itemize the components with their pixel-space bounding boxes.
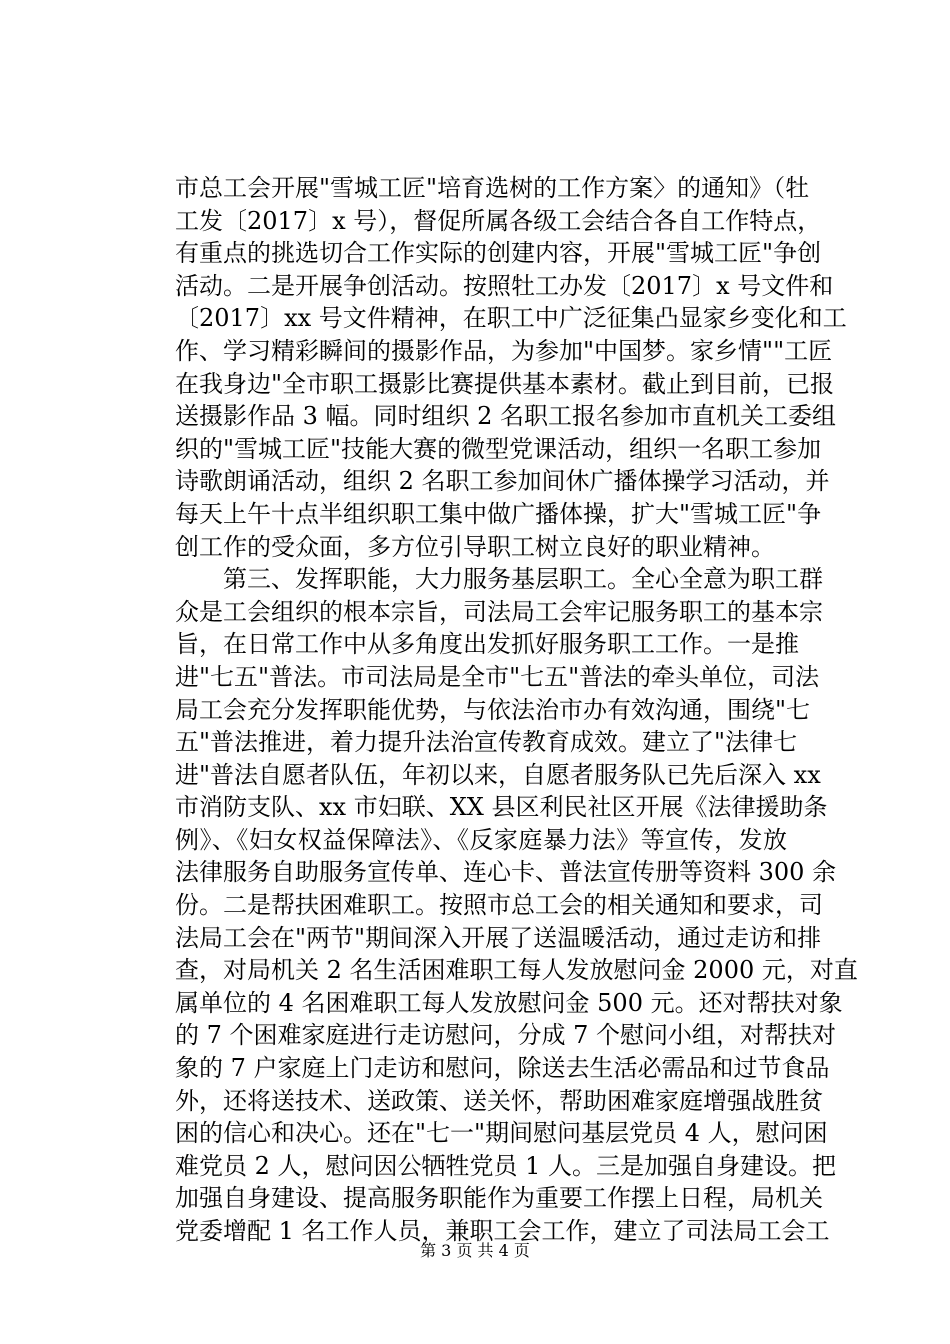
text-line: 查，对局机关 2 名生活困难职工每人发放慰问金 2000 元，对直 — [175, 956, 858, 985]
text-line: 作、学习精彩瞬间的摄影作品，为参加"中国梦。家乡情""工匠 — [175, 336, 833, 365]
text-line: 有重点的挑选切合工作实际的创建内容，开展"雪城工匠"争创 — [175, 239, 822, 268]
text-line: 属单位的 4 名困难职工每人发放慰问金 500 元。还对帮扶对象 — [175, 988, 843, 1017]
text-line: 众是工会组织的根本宗旨，司法局工会牢记服务职工的基本宗 — [175, 597, 823, 626]
text-line: 的 7 个困难家庭进行走访慰问，分成 7 个慰问小组，对帮扶对 — [175, 1021, 837, 1050]
text-line: 送摄影作品 3 幅。同时组织 2 名职工报名参加市直机关工委组 — [175, 402, 837, 431]
text-line: 每天上午十点半组织职工集中做广播体操，扩大"雪城工匠"争 — [175, 499, 822, 528]
page-number-label: 第 3 页 共 4 页 — [420, 1241, 530, 1260]
text-line: 党委增配 1 名工作人员，兼职工会工作，建立了司法局工会工 — [175, 1217, 830, 1245]
text-line: 象的 7 户家庭上门走访和慰问，除送去生活必需品和过节食品 — [175, 1054, 830, 1083]
text-line: 在我身边"全市职工摄影比赛提供基本素材。截止到目前，已报 — [175, 369, 835, 398]
text-line: 份。二是帮扶困难职工。按照市总工会的相关通知和要求，司 — [175, 891, 823, 920]
text-line: 五"普法推进，着力提升法治宣传教育成效。建立了"法律七 — [175, 728, 798, 757]
text-line: 例》、《妇女权益保障法》、《反家庭暴力法》等宣传，发放 — [175, 825, 787, 854]
text-line: 市总工会开展"雪城工匠"培育选树的工作方案〉的通知》（牡 — [175, 174, 810, 202]
page-footer — [0, 1241, 950, 1261]
text-line: 〔2017〕xx 号文件精神，在职工中广泛征集凸显家乡变化和工 — [175, 304, 847, 333]
text-line: 法局工会在"两节"期间深入开展了送温暖活动，通过走访和排 — [175, 923, 822, 952]
text-line: 创工作的受众面，多方位引导职工树立良好的职业精神。 — [175, 532, 775, 561]
text-line: 局工会充分发挥职能优势，与依法治市办有效沟通，围绕"七 — [175, 695, 811, 724]
text-line: 活动。二是开展争创活动。按照牡工办发〔2017〕x 号文件和 — [175, 271, 834, 300]
text-line: 进"七五"普法。市司法局是全市"七五"普法的牵头单位，司法 — [175, 662, 820, 691]
text-line: 进"普法自愿者队伍，年初以来，自愿者服务队已先后深入 xx — [175, 760, 821, 789]
text-line: 加强自身建设、提高服务职能作为重要工作摆上日程，局机关 — [175, 1184, 823, 1213]
text-line: 法律服务自助服务宣传单、连心卡、普法宣传册等资料 300 余 — [175, 858, 837, 887]
text-line: 第三、发挥职能，大力服务基层职工。全心全意为职工群 — [175, 565, 823, 594]
text-line: 织的"雪城工匠"技能大赛的微型党课活动，组织一名职工参加 — [175, 434, 822, 463]
text-line: 外，还将送技术、送政策、送关怀，帮助困难家庭增强战胜贫 — [175, 1086, 823, 1115]
body-text — [175, 172, 858, 1248]
text-line: 工发〔2017〕x 号），督促所属各级工会结合各自工作特点， — [175, 206, 822, 235]
text-line: 诗歌朗诵活动，组织 2 名职工参加间休广播体操学习活动，并 — [175, 467, 830, 496]
text-line: 旨，在日常工作中从多角度出发抓好服务职工工作。一是推 — [175, 630, 799, 659]
text-line: 市消防支队、xx 市妇联、XX 县区利民社区开展《法律援助条 — [175, 793, 828, 822]
text-line: 难党员 2 人，慰问因公牺牲党员 1 人。三是加强自身建设。把 — [175, 1151, 837, 1180]
text-line: 困的信心和决心。还在"七一"期间慰问基层党员 4 人，慰问困 — [175, 1119, 828, 1148]
